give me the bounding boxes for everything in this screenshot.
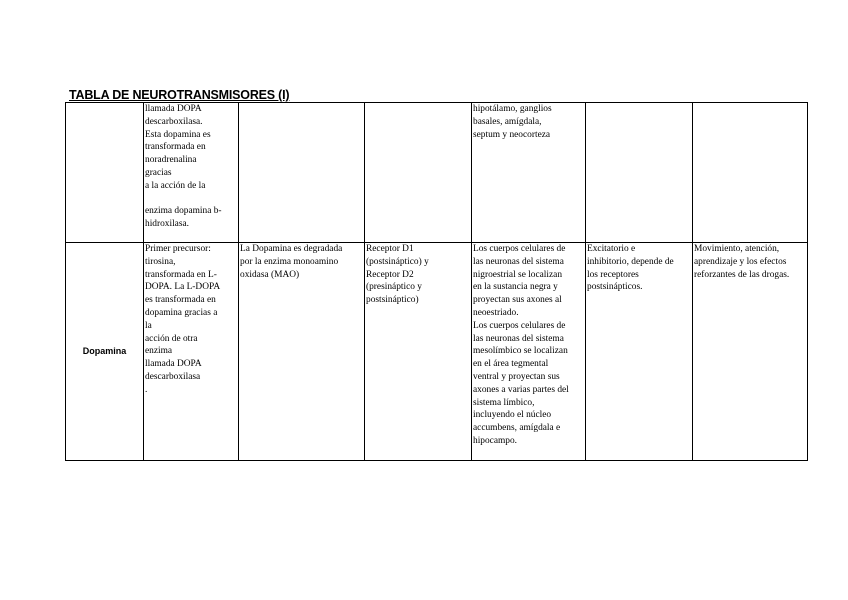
table-row xyxy=(66,103,808,243)
cell-text-line: postsináptico) xyxy=(366,295,419,306)
cell-text-line: DOPA. La L-DOPA xyxy=(145,282,221,293)
cell-text-line: llamada DOPA xyxy=(145,104,202,114)
row-label xyxy=(66,103,144,243)
cell-text-line: la xyxy=(145,320,152,331)
cell-text-line: nigroestrial se localizan xyxy=(473,269,563,280)
cell-text-line: accumbens, amígdala e xyxy=(473,423,561,434)
cell-text-line: . xyxy=(145,384,148,395)
cell-text-line: basales, amígdala, xyxy=(473,116,542,127)
cell-text-line: descarboxilasa xyxy=(145,371,201,382)
cell-text-line: sistema límbico, xyxy=(473,397,535,408)
table-cell xyxy=(586,103,693,243)
cell-text-line: inhibitorio, depende de xyxy=(587,256,674,267)
table-row xyxy=(66,243,808,461)
cell-text-line: transformada en L- xyxy=(145,269,217,280)
cell-text-line: noradrenalina xyxy=(145,155,197,166)
cell-text-line: Primer precursor: xyxy=(145,244,211,254)
cell-text-line: Movimiento, atención, xyxy=(694,244,780,254)
cell-text-line: descarboxilasa. xyxy=(145,116,203,127)
cell-text-line: (postsináptico) y xyxy=(366,256,429,267)
cell-text-line: llamada DOPA xyxy=(145,359,202,370)
table-cell xyxy=(693,243,808,461)
cell-text-line: es transformada en xyxy=(145,295,216,306)
cell-text-line: Receptor D2 xyxy=(366,269,414,280)
table-cell xyxy=(472,103,586,243)
cell-text-line: Esta dopamina es xyxy=(145,129,211,140)
cell-text-line: postsinápticos. xyxy=(587,282,643,293)
cell-text-line: tirosina, xyxy=(145,256,176,267)
cell-text-line: Receptor D1 xyxy=(366,244,414,254)
cell-text-line: por la enzima monoamino xyxy=(240,256,339,267)
cell-text-line: oxidasa (MAO) xyxy=(240,269,300,280)
cell-text-line: septum y neocorteza xyxy=(473,129,551,140)
table-cell xyxy=(693,103,808,243)
table-cell xyxy=(239,243,365,461)
table-cell xyxy=(365,243,472,461)
cell-text-line: reforzantes de las drogas. xyxy=(694,269,790,280)
cell-text-line: en el área tegmental xyxy=(473,359,549,370)
cell-text-line: Los cuerpos celulares de xyxy=(473,320,566,331)
cell-text-line: proyectan sus axones al xyxy=(473,295,562,306)
table-title: TABLA DE NEUROTRANSMISORES (I) xyxy=(69,88,290,102)
table-cell xyxy=(144,103,239,243)
table-cell xyxy=(586,243,693,461)
cell-text-line: a la acción de la xyxy=(145,180,206,191)
cell-text-line: hipocampo. xyxy=(473,435,518,446)
cell-text-line: transformada en xyxy=(145,142,206,153)
table-cell xyxy=(144,243,239,461)
cell-text-line: mesolímbico se localizan xyxy=(473,346,568,357)
cell-text-line: hidroxilasa. xyxy=(145,219,190,230)
cell-text-line: aprendizaje y los efectos xyxy=(694,256,787,267)
cell-text-line: gracias xyxy=(145,167,172,178)
cell-text-line: Excitatorio e xyxy=(587,244,636,254)
cell-text-line: dopamina gracias a xyxy=(145,307,218,318)
cell-text-line: enzima dopamina b- xyxy=(145,206,222,217)
row-label: Dopamina xyxy=(66,243,144,461)
cell-text-line: ventral y proyectan sus xyxy=(473,371,560,382)
cell-text-line: (presináptico y xyxy=(366,282,422,293)
cell-text-line: los receptores xyxy=(587,269,639,280)
cell-text-line: enzima xyxy=(145,346,173,357)
table-cell xyxy=(472,243,586,461)
cell-text-line: en la sustancia negra y xyxy=(473,282,558,293)
cell-text-line: hipotálamo, ganglios xyxy=(473,104,552,114)
cell-text-line: La Dopamina es degradada xyxy=(240,244,343,254)
table-cell xyxy=(365,103,472,243)
table-cell xyxy=(239,103,365,243)
cell-text-line: neoestriado. xyxy=(473,307,519,318)
cell-text-line xyxy=(145,193,237,206)
neurotransmitter-table xyxy=(65,102,808,461)
cell-text-line: axones a varias partes del xyxy=(473,384,569,395)
cell-text-line: incluyendo el núcleo xyxy=(473,410,552,421)
cell-text-line: Los cuerpos celulares de xyxy=(473,244,566,254)
cell-text-line: las neuronas del sistema xyxy=(473,256,564,267)
cell-text-line: las neuronas del sistema xyxy=(473,333,564,344)
cell-text-line: acción de otra xyxy=(145,333,198,344)
